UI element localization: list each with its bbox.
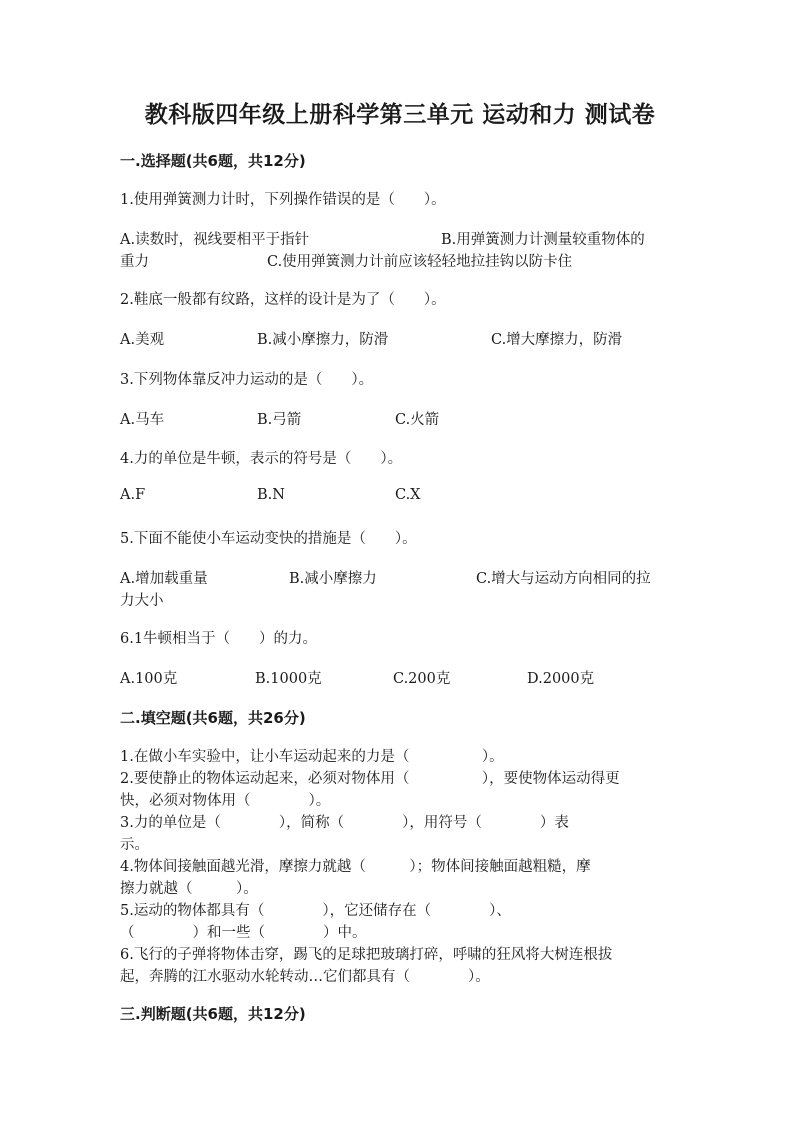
question-6-option-a: A.100克 bbox=[120, 671, 178, 687]
section-heading-choice: 一.选择题(共6题，共12分) bbox=[120, 152, 306, 170]
fill-line-1: 1.在做小车实验中，让小车运动起来的力是（ ）。 bbox=[120, 749, 504, 765]
question-1-option-c: C.使用弹簧测力计前应该轻轻地拉挂钩以防卡住 bbox=[267, 254, 573, 270]
question-2-option-b: B.减小摩擦力，防滑 bbox=[257, 332, 389, 348]
question-2-option-c: C.增大摩擦力，防滑 bbox=[491, 332, 623, 348]
question-5-option-b: B.减小摩擦力 bbox=[289, 571, 377, 587]
question-4-stem: 4.力的单位是牛顿，表示的符号是（ ）。 bbox=[120, 451, 403, 467]
fill-line-11: 起，奔腾的江水驱动水轮转动…它们都具有（ ）。 bbox=[120, 969, 490, 985]
question-4-option-b: B.N bbox=[257, 487, 285, 503]
question-2-option-a: A.美观 bbox=[120, 332, 165, 348]
question-3-option-c: C.火箭 bbox=[395, 412, 440, 428]
fill-line-3: 快，必须对物体用（ ）。 bbox=[120, 793, 331, 809]
question-3-stem: 3.下列物体靠反冲力运动的是（ ）。 bbox=[120, 372, 374, 388]
question-4-option-a: A.F bbox=[120, 487, 146, 503]
fill-line-7: 擦力就越（ ）。 bbox=[120, 881, 258, 897]
question-3-option-a: A.马车 bbox=[120, 412, 165, 428]
question-5-stem: 5.下面不能使小车运动变快的措施是（ ）。 bbox=[120, 531, 417, 547]
section-heading-fill: 二.填空题(共6题，共26分) bbox=[120, 709, 306, 727]
question-5-option-c: C.增大与运动方向相同的拉 bbox=[476, 571, 651, 587]
question-6-option-b: B.1000克 bbox=[255, 671, 322, 687]
fill-line-6: 4.物体间接触面越光滑，摩擦力就越（ ）；物体间接触面越粗糙，摩 bbox=[120, 859, 591, 875]
question-1-option-b-cont: 重力 bbox=[120, 254, 149, 270]
question-5-option-a: A.增加载重量 bbox=[120, 571, 208, 587]
fill-line-4: 3.力的单位是（ ），简称（ ），用符号（ ）表 bbox=[120, 815, 569, 831]
section-heading-judge: 三.判断题(共6题，共12分) bbox=[120, 1005, 306, 1023]
fill-line-2: 2.要使静止的物体运动起来，必须对物体用（ ），要使物体运动得更 bbox=[120, 771, 620, 787]
question-6-option-d: D.2000克 bbox=[527, 671, 595, 687]
question-5-option-c-cont: 力大小 bbox=[120, 593, 164, 609]
question-1-option-b: B.用弹簧测力计测量较重物体的 bbox=[441, 232, 645, 248]
question-6-option-c: C.200克 bbox=[393, 671, 451, 687]
fill-line-8: 5.运动的物体都具有（ ），它还储存在（ ）、 bbox=[120, 903, 511, 919]
question-6-stem: 6.1牛顿相当于（ ）的力。 bbox=[120, 631, 318, 647]
question-3-option-b: B.弓箭 bbox=[257, 412, 302, 428]
fill-line-9: （ ）和一些（ ）中。 bbox=[120, 925, 367, 941]
question-1-option-a: A.读数时，视线要相平于指针 bbox=[120, 232, 310, 248]
question-1-stem: 1.使用弹簧测力计时，下列操作错误的是（ ）。 bbox=[120, 192, 446, 208]
fill-line-10: 6.飞行的子弹将物体击穿，踢飞的足球把玻璃打碎，呼啸的狂风将大树连根拔 bbox=[120, 947, 613, 963]
page-title: 教科版四年级上册科学第三单元 运动和力 测试卷 bbox=[144, 102, 656, 128]
fill-line-5: 示。 bbox=[120, 837, 149, 853]
question-2-stem: 2.鞋底一般都有纹路，这样的设计是为了（ ）。 bbox=[120, 292, 446, 308]
question-4-option-c: C.X bbox=[395, 487, 421, 503]
